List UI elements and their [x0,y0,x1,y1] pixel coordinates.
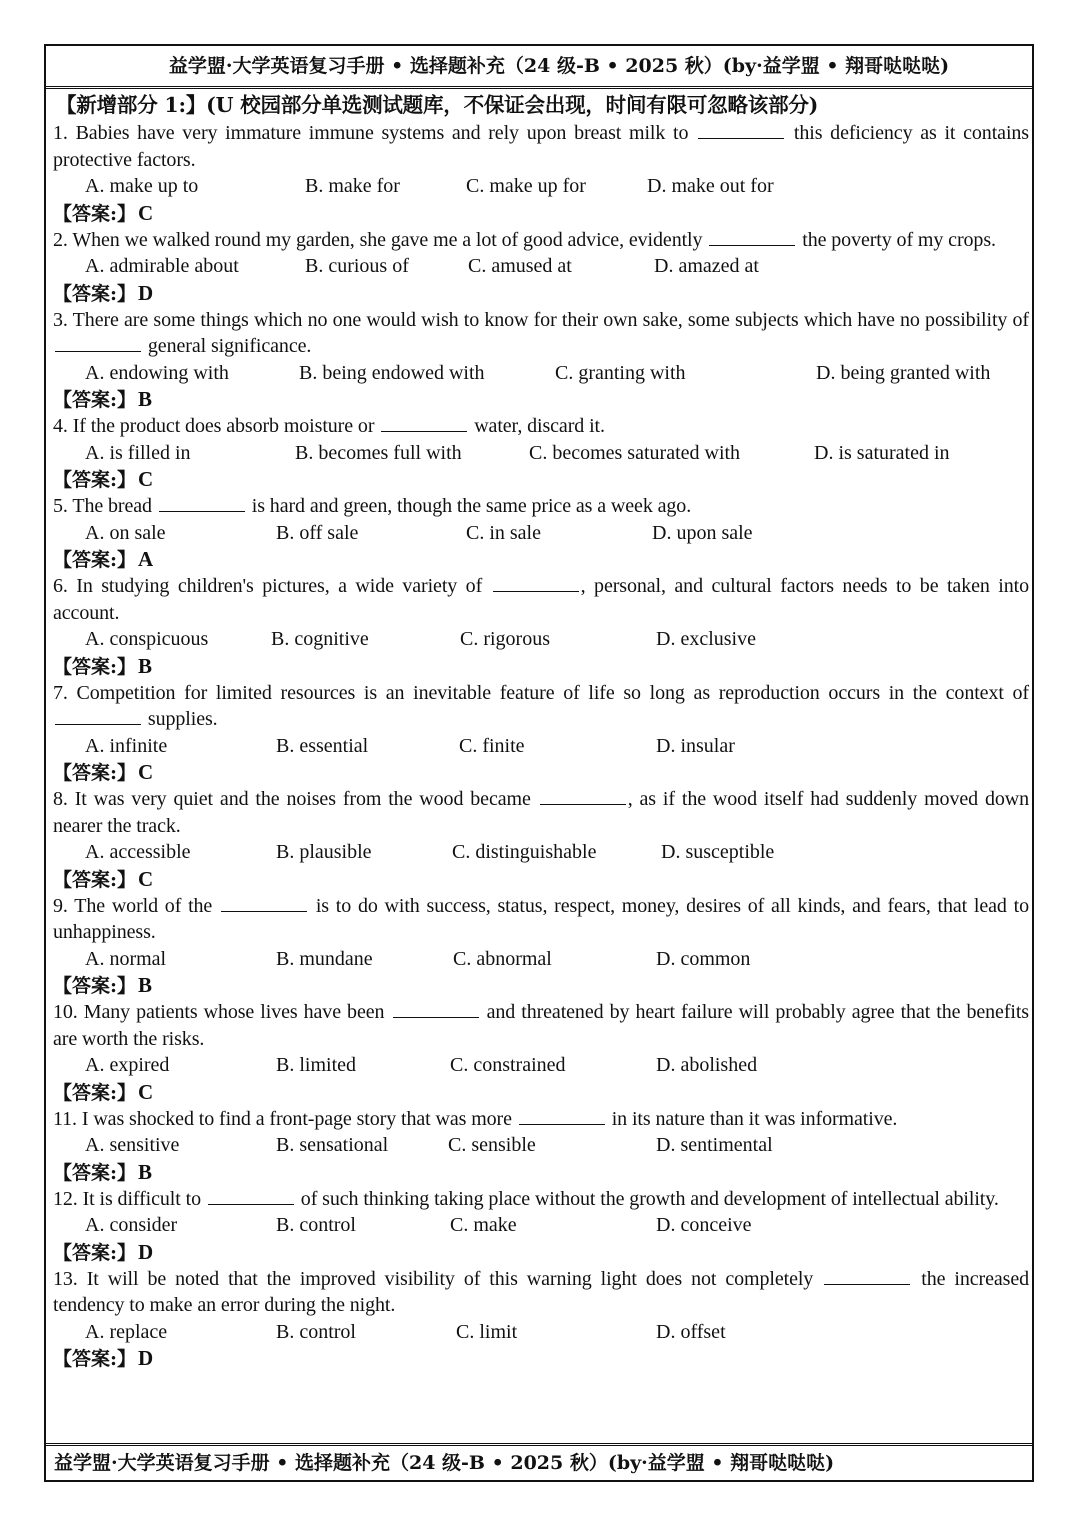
question-stem: 12. It is difficult to of such thinking taking place without the growth and development of intellectual ability. [53,1187,999,1210]
option-b: B. mundane [276,947,373,970]
answer-label: 【答案:】 [53,868,137,891]
question-item [53,999,1029,1106]
question-item [53,307,1029,414]
option-d: D. sentimental [656,1134,773,1156]
option-row [53,626,1029,653]
question-item [53,573,1029,680]
answer-line [53,1239,1029,1266]
option-d: D. being granted with [816,361,991,384]
question-stem: 13. It will be noted that the improved visibility of this warning light does not completely the increased tendency to make an error during the night. [53,1267,1030,1316]
option-a: A. admirable about [85,255,239,277]
option-c: C. limit [456,1320,518,1343]
option-b: B. curious of [305,255,409,277]
option-a: A. expired [85,1054,170,1076]
answer-label: 【答案:】 [53,389,137,411]
option-c: C. in sale [466,521,541,544]
option-row [53,360,1029,387]
question-item [53,227,1029,307]
document-page [44,44,1034,1482]
option-b: B. make for [305,175,400,197]
question-stem: 8. It was very quiet and the noises from the wood became , as if the wood itself had suddenly moved down nearer the track. [53,788,1029,837]
option-a: A. conspicuous [85,628,209,650]
option-c: C. sensible [448,1134,536,1156]
option-row [53,1132,1029,1159]
answer-blank [159,494,245,512]
option-d: D. abolished [656,1054,758,1076]
option-b: B. control [276,1320,356,1343]
question-item [53,680,1029,787]
question-stem: 5. The bread is hard and green, though the same price as a week ago. [53,495,692,517]
question-item [53,1186,1029,1266]
option-c: C. granting with [555,361,686,384]
question-item [53,413,1029,493]
option-a: A. sensitive [85,1134,180,1156]
option-row [53,946,1029,973]
option-a: A. is filled in [85,441,191,464]
question-item [53,493,1029,573]
option-d: D. common [656,947,751,970]
answer-letter: B [138,387,153,411]
answer-line [53,759,1029,786]
question-item [53,786,1029,893]
answer-letter: B [138,653,153,678]
answer-letter: D [138,1239,154,1264]
answer-blank [824,1267,910,1285]
question-list [53,120,1029,1372]
question-item [53,1106,1029,1186]
option-d: D. exclusive [656,628,756,650]
answer-blank [55,707,141,725]
answer-label: 【答案:】 [53,469,137,491]
option-a: A. endowing with [85,361,229,384]
answer-label: 【答案:】 [53,1081,137,1104]
option-b: B. becomes full with [295,441,462,464]
option-b: B. control [276,1214,356,1236]
option-d: D. make out for [647,175,774,197]
answer-letter: D [138,1346,154,1370]
answer-line [53,200,1029,227]
section-title: 【新增部分 1:】(U 校园部分单选测试题库，不保证会出现，时间有限可忽略该部分) [56,93,819,117]
option-a: A. on sale [85,521,166,544]
option-b: B. cognitive [271,628,369,650]
page-footer: 益学盟·大学英语复习手册 • 选择题补充（24 级-B • 2025 秋）(by·益学盟 • 翔哥哒哒哒) [46,1443,1032,1480]
answer-letter: C [138,467,154,491]
answer-letter: B [138,1159,153,1184]
answer-label: 【答案:】 [53,762,137,784]
option-b: B. being endowed with [299,361,485,384]
answer-label: 【答案:】 [53,202,137,225]
option-row [53,839,1029,866]
question-stem: 4. If the product does absorb moisture or water, discard it. [53,415,605,437]
option-b: B. essential [276,734,369,757]
answer-blank [519,1107,605,1125]
answer-blank [393,1000,479,1018]
option-c: C. distinguishable [452,841,597,863]
answer-letter: C [138,760,154,784]
answer-line [53,972,1029,999]
option-c: C. amused at [468,255,572,277]
answer-line [53,386,1029,413]
answer-label: 【答案:】 [53,1348,137,1370]
question-stem: 9. The world of the is to do with success, status, respect, money, desires of all kinds, and fears, that lead to unhappiness. [53,894,1029,943]
option-a: A. accessible [85,841,191,863]
option-d: D. upon sale [652,521,753,544]
answer-line [53,1079,1029,1106]
option-c: C. finite [459,734,525,757]
answer-letter: C [138,866,154,891]
question-item [53,893,1029,1000]
option-row [53,253,1029,280]
answer-blank [221,894,307,912]
option-row [53,733,1029,760]
option-c: C. constrained [450,1054,566,1076]
option-b: B. plausible [276,841,372,863]
question-item [53,120,1029,227]
option-c: C. abnormal [453,947,552,970]
option-b: B. limited [276,1054,356,1076]
answer-label: 【答案:】 [53,549,137,571]
option-d: D. insular [656,734,735,757]
option-c: C. make up for [466,175,586,197]
answer-line [53,653,1029,680]
answer-blank [709,228,795,246]
answer-blank [540,787,626,805]
answer-label: 【答案:】 [53,1161,137,1184]
question-stem: 1. Babies have very immature immune systems and rely upon breast milk to this deficiency as it contains protective factors. [53,122,1029,171]
option-b: B. sensational [276,1134,389,1156]
question-stem: 2. When we walked round my garden, she gave me a lot of good advice, evidently the poverty of my crops. [53,228,996,251]
question-stem: 3. There are some things which no one would wish to know for their own sake, some subjects which have no possibility of general significance. [53,308,1029,357]
answer-line [53,866,1029,893]
option-d: D. is saturated in [814,441,950,464]
answer-blank [698,121,784,139]
answer-blank [381,414,467,432]
option-row [53,173,1029,200]
question-stem: 7. Competition for limited resources is an inevitable feature of life so long as reproduction occurs in the context of supplies. [53,681,1029,730]
option-a: A. make up to [85,175,199,197]
page-header: 益学盟·大学英语复习手册 • 选择题补充（24 级-B • 2025 秋）(by·益学盟 • 翔哥哒哒哒) [46,46,1032,89]
answer-letter: C [138,200,154,225]
question-stem: 10. Many patients whose lives have been and threatened by heart failure will probably agree that the benefits are worth the risks. [53,1001,1029,1050]
answer-letter: D [138,280,154,305]
option-d: D. amazed at [654,255,759,277]
option-c: C. make [450,1214,517,1236]
answer-label: 【答案:】 [53,1241,137,1264]
option-row [53,440,1029,467]
answer-line [53,280,1029,307]
answer-label: 【答案:】 [53,655,137,678]
answer-blank [208,1187,294,1205]
question-stem: 6. In studying children's pictures, a wide variety of , personal, and cultural factors needs to be taken into account. [53,575,1029,624]
answer-letter: A [138,547,154,571]
option-a: A. consider [85,1214,178,1236]
option-c: C. rigorous [460,628,550,650]
option-a: A. replace [85,1320,168,1343]
option-row [53,1052,1029,1079]
option-row [53,520,1029,547]
answer-label: 【答案:】 [53,282,137,305]
option-c: C. becomes saturated with [529,441,741,464]
question-item [53,1266,1029,1373]
option-d: D. conceive [656,1214,752,1236]
option-b: B. off sale [276,521,359,544]
answer-line [53,466,1029,493]
answer-label: 【答案:】 [53,975,137,997]
option-row [53,1212,1029,1239]
answer-letter: B [138,973,153,997]
option-a: A. normal [85,947,167,970]
option-d: D. offset [656,1320,726,1343]
option-d: D. susceptible [661,841,775,863]
answer-blank [55,334,141,352]
option-a: A. infinite [85,734,168,757]
answer-line [53,1345,1029,1372]
answer-line [53,546,1029,573]
option-row [53,1319,1029,1346]
answer-letter: C [138,1079,154,1104]
answer-line [53,1159,1029,1186]
question-stem: 11. I was shocked to find a front-page story that was more in its nature than it was informative. [53,1107,898,1130]
answer-blank [493,574,579,592]
